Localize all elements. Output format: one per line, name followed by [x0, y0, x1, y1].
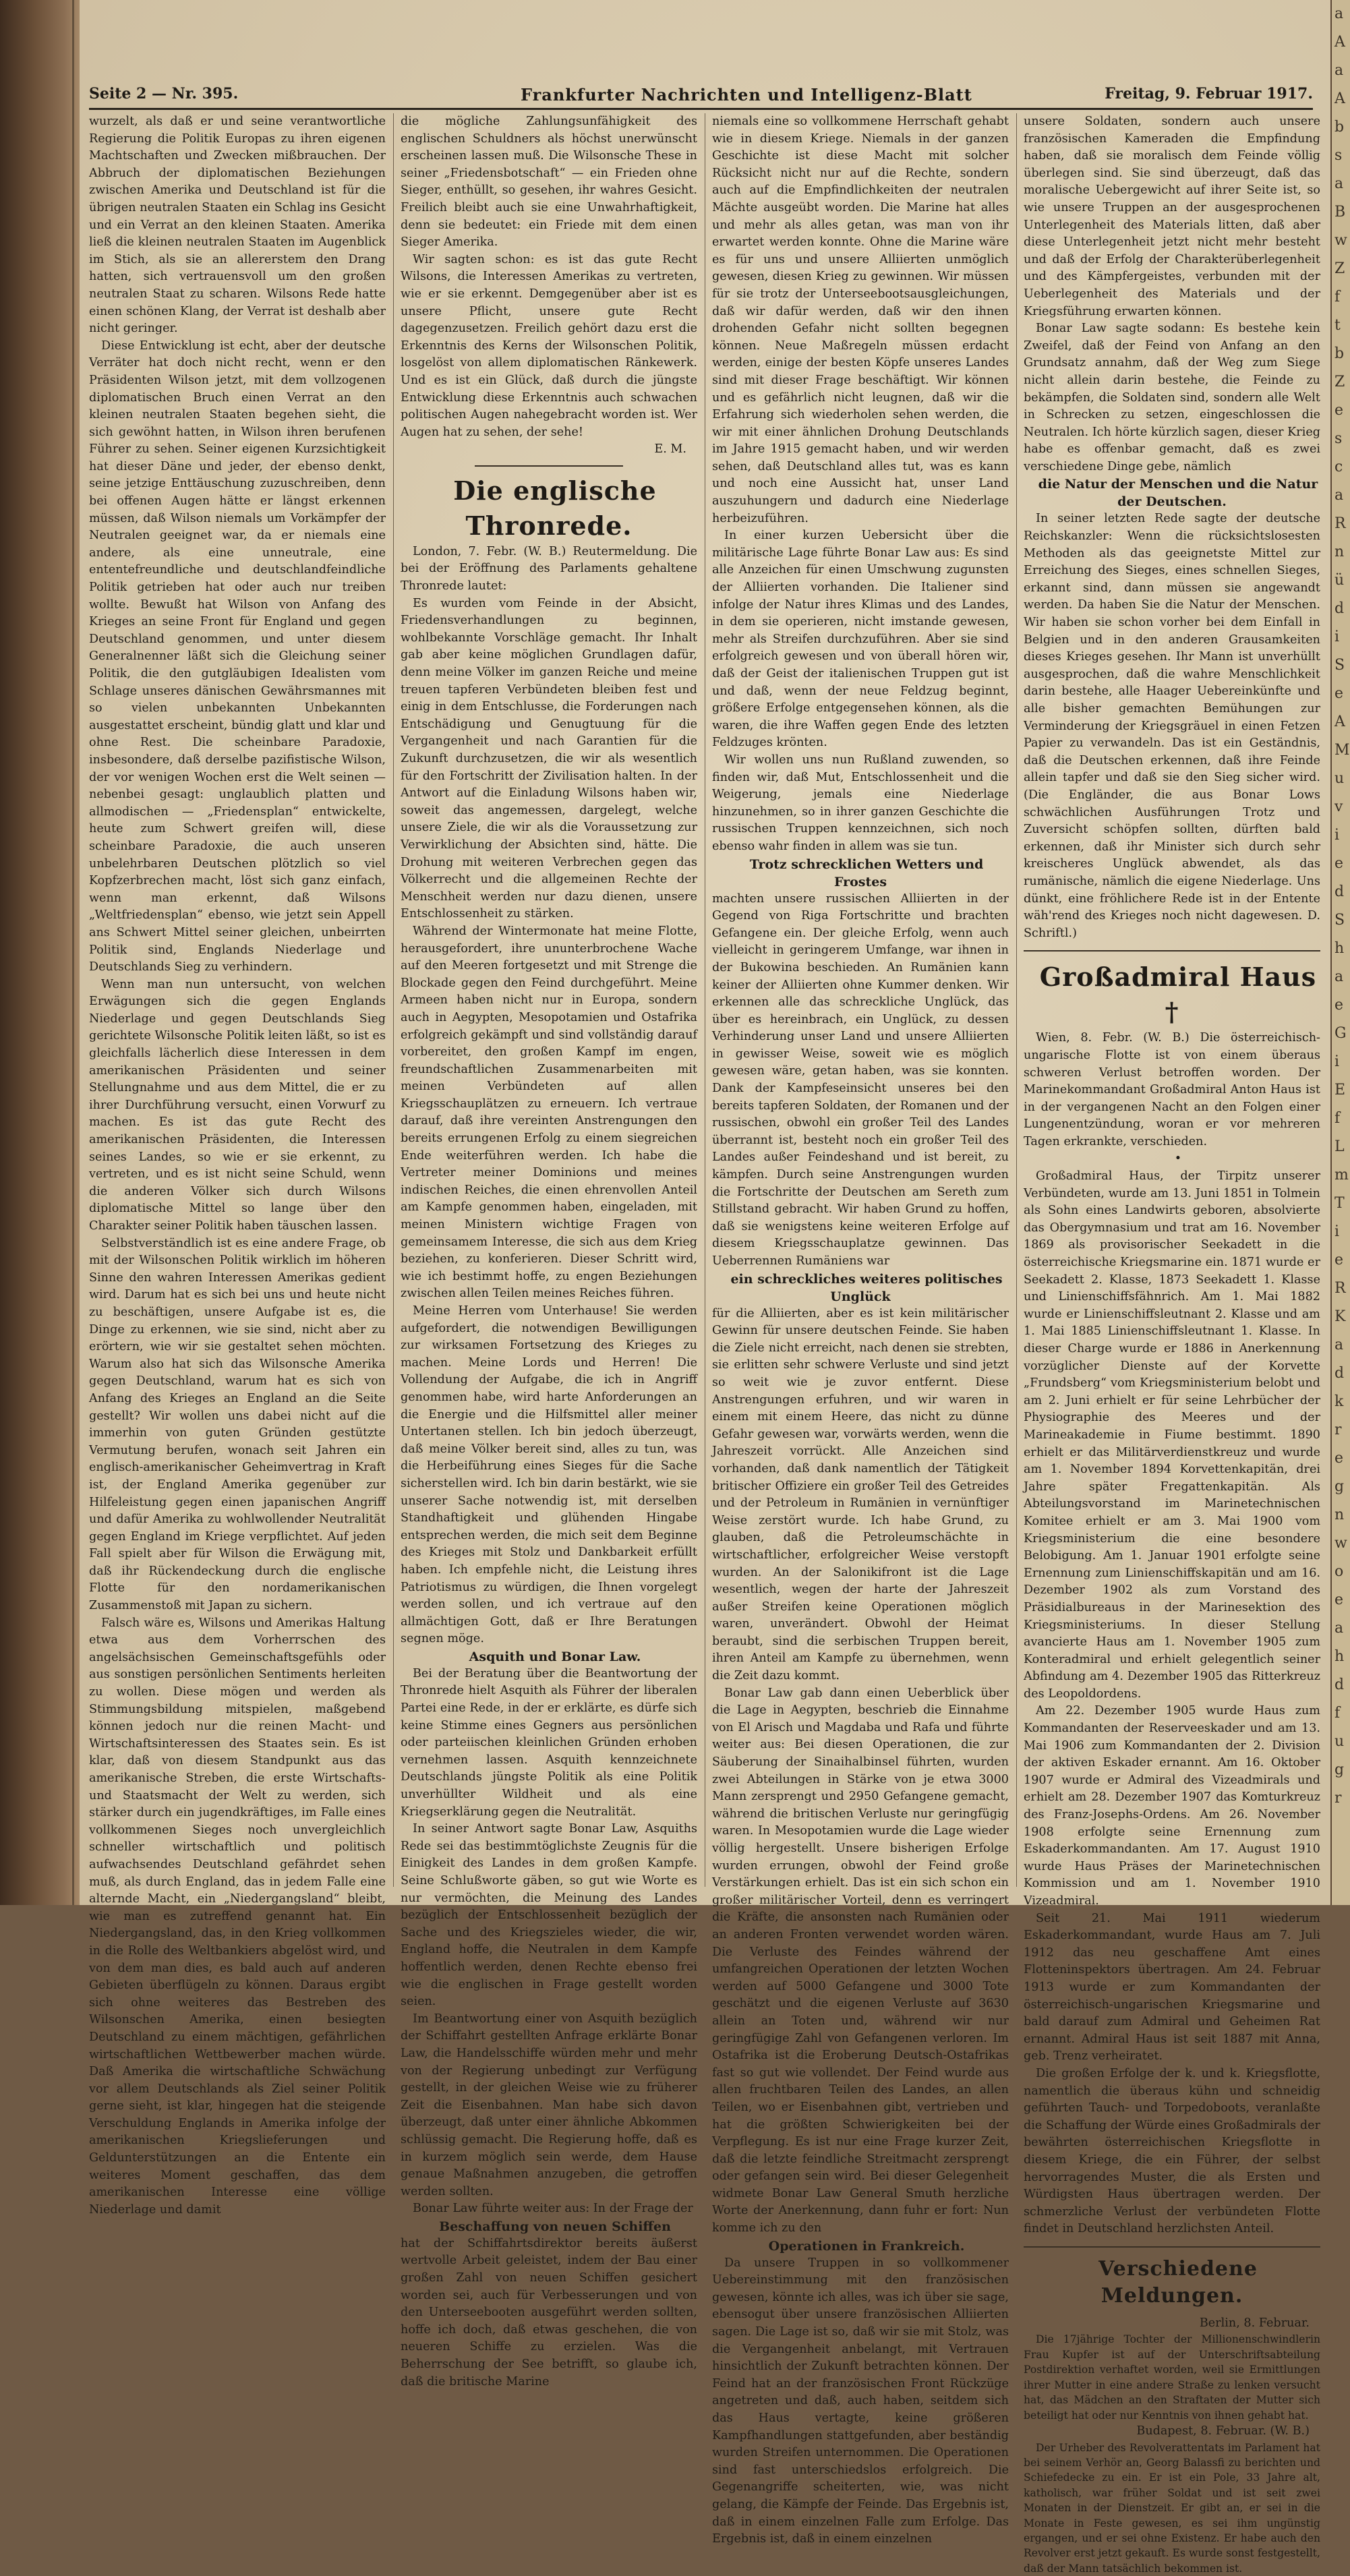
- adjacent-page-letter: d: [1332, 1671, 1350, 1699]
- article-paragraph: Bei der Beratung über die Beantwortung der Thronrede hielt Asquith als Führer der liberalen Partei eine Rede, in der er erklärte, es dürfe sich keine Stimme eines Gegners aus persönlichen oder parteiischen kleinlichen Gründen erhoben vernehmen lassen. Asquith kennzeichnete Deutschlands jüngste Politik als eine Politik unverhüllter Wildheit und als eine Kriegserklärung gegen die Neutralität.: [401, 1666, 697, 1821]
- adjacent-page-letter: E: [1332, 1076, 1350, 1105]
- adjacent-page-letter: Z: [1332, 368, 1350, 397]
- adjacent-page-letter: i: [1332, 821, 1350, 850]
- subheading-natur: die Natur der Menschen und die Natur der Deutschen.: [1024, 475, 1320, 510]
- adjacent-page-letter: s: [1332, 142, 1350, 170]
- dateline: London, 7. Febr. (W. B.) Reutermeldung. Die bei der Eröffnung des Parlaments gehaltene Thronrede lautet:: [401, 544, 697, 595]
- adjacent-page-letter: n: [1332, 1501, 1350, 1529]
- article-paragraph: Wir sagten schon: es ist das gute Recht Wilsons, die Interessen Amerikas zu vertreten, wie er sie erkennt. Demgegenüber aber ist es unsere Pflicht, unsere gute Recht dagegenzusetzen. Freilich gehört dazu erst die Erkenntnis des Kerns der Wilsonschen Politik, losgelöst von allem diplomatischen Ränkewerk. Und es ist ein Glück, daß durch die jüngste Entwicklung diese Erkenntnis auch schwachen politischen Augen nahegebracht worden ist. Wer Augen hat zu sehen, der sehe!: [401, 252, 697, 442]
- adjacent-page-letter: A: [1332, 28, 1350, 57]
- adjacent-page-letter: g: [1332, 1473, 1350, 1501]
- adjacent-page-letter: v: [1332, 793, 1350, 821]
- adjacent-page-letter: a: [1332, 1331, 1350, 1359]
- adjacent-page-letter: e: [1332, 850, 1350, 878]
- adjacent-page-letter: e: [1332, 680, 1350, 708]
- notice-place: Berlin, 8. Februar.: [1024, 2315, 1320, 2333]
- column-2: [401, 113, 697, 1887]
- article-paragraph: Es wurden vom Feinde in der Absicht, Friedensverhandlungen zu beginnen, wohlbekannte Vorschläge gemacht. Ihr Inhalt gab aber keine möglichen Grundlagen dafür, denn meine Völker im ganzen Reiche und meine treuen tapferen Verbündeten bleiben fest und einig in dem Entschlusse, die Forderungen nach Entschädigung und Genugtuung für die Vergangenheit und nach Garantien für die Zukunft durchzusetzen, die wir als wesentlich für den Fortschritt der Zivilisation halten. In der Antwort auf die Einladung Wilsons haben wir, soweit das angemessen, dargelegt, welche unsere Ziele, die wir als die Voraussetzung zur Verwirklichung der Absichten sind, hätte. Die Drohung mit weiteren Verbrechen gegen das Völkerrecht und die allgemeinen Rechte der Menschheit werden nur dazu dienen, unsere Entschlossenheit zu stärken.: [401, 595, 697, 923]
- article-paragraph: Bonar Law sagte sodann: Es bestehe kein Zweifel, daß der Feind von Anfang an den Grundsatz annahm, daß der Weg zum Siege nicht allein darin bestehe, die Feinde zu bekämpfen, die Soldaten sind, sondern alle Welt in Schrecken zu setzen, eingeschlossen die Neutralen. Ich hörte kürzlich sagen, dieser Krieg habe es offenbar gemacht, daß es zwei verschiedene Dinge gebe, nämlich: [1024, 320, 1320, 475]
- adjacent-page-letter: e: [1332, 1444, 1350, 1473]
- adjacent-page-letter: b: [1332, 113, 1350, 142]
- article-paragraph: die mögliche Zahlungsunfähigkeit des englischen Schuldners als höchst unerwünscht erscheinen lassen muß. Die Wilsonsche These in seiner „Friedensbotschaft“ — ein Frieden ohne Sieger, enthüllt, so gesehen, ihr wahres Gesicht. Freilich bleibt auch sie eine Unwahrhaftigkeit, denn sie bedeutet: ein Friede mit dem einen Sieger Amerika.: [401, 113, 697, 252]
- adjacent-page-letter: h: [1332, 1643, 1350, 1671]
- adjacent-page-letter: A: [1332, 708, 1350, 736]
- article-paragraph: Wir wollen uns nun Rußland zuwenden, so finden wir, daß Mut, Entschlossenheit und die Weigerung, jemals eine Niederlage hinzunehmen, so in ihrer ganzen Geschichte die russischen Truppen kennzeichnen, sich noch ebenso wahr finden in allem was sie tun.: [712, 752, 1009, 856]
- book-binding: [0, 0, 80, 1905]
- page-header: [89, 80, 1313, 107]
- adjacent-page-letter: ü: [1332, 566, 1350, 595]
- adjacent-page-letter: i: [1332, 1048, 1350, 1076]
- column-divider: [1016, 113, 1017, 1887]
- column-3: [712, 113, 1009, 1887]
- adjacent-page-letter: r: [1332, 1784, 1350, 1813]
- adjacent-page-letter: S: [1332, 906, 1350, 935]
- adjacent-page-letters: [1332, 0, 1350, 1813]
- article-paragraph: Großadmiral Haus, der Tirpitz unserer Verbündeten, wurde am 13. Juni 1851 in Tolmein als Sohn eines Landwirts geboren, absolvierte das Obergymnasium und trat am 16. November 1869 als provisorischer Seekadett in die österreichische Kriegsmarine ein. 1871 wurde er Seekadett 2. Klasse, 1873 Seekadett 1. Klasse und Linienschiffsfähnrich. Am 1. Mai 1882 wurde er Linienschiffsleutnant 2. Klasse und am 1. Mai 1885 Linienschiffsleutnant 1. Klasse. In dieser Charge wurde er 1886 in Anerkennung vorzüglicher Dienste auf der Korvette „Frundsberg“ vom Kriegsministerium belobt und am 2. Juni erhielt er für seine Lehrbücher der Physiographie des Meeres und der Marineakademie in Fiume bestimmt. 1890 erhielt er das Militärverdienstkreuz und wurde am 1. November 1894 Korvettenkapitän, drei Jahre später Fregattenkapitän. Als Abteilungsvorstand im Marinetechnischen Komitee erhielt er am 3. Mai 1900 vom Kriegsministerium die eine besondere Belobigung. Am 1. Januar 1901 erfolgte seine Ernennung zum Linienschiffskapitän und am 16. Dezember 1902 als zum Vorstand des Präsidialbureaus in der Marinesektion des Kriegsministeriums. In dieser Stellung avancierte Haus am 1. November 1905 zum Konteradmiral und erhielt gelegentlich seiner Abfindung am 4. Dezember 1905 das Ritterkreuz des Leopoldordens.: [1024, 1168, 1320, 1703]
- section-rule: [1024, 950, 1320, 952]
- headline-thronrede: Die englische Thronrede.: [401, 473, 697, 544]
- adjacent-page-letter: a: [1332, 57, 1350, 85]
- header-rule: [89, 108, 1313, 110]
- issue-date: Freitag, 9. Februar 1917.: [1105, 85, 1313, 103]
- adjacent-page-letter: a: [1332, 963, 1350, 991]
- adjacent-page-letter: w: [1332, 1529, 1350, 1558]
- article-paragraph: unsere Soldaten, sondern auch unsere französischen Kameraden die Empfindung haben, daß sie moralisch dem Feinde völlig überlegen sind. Sie sind überzeugt, daß das moralische Uebergewicht auf ihrer Seite ist, so wie unsere Truppen an der ausgesprochenen Unterlegenheit des Materials litten, daß aber diese Unterlegenheit jetzt nicht mehr besteht und daß der Erfolg der Charakterüberlegenheit und des Kämpfergeistes, verbunden mit der Ueberlegenheit des Materials und der Kriegsführung erwarten können.: [1024, 113, 1320, 320]
- article-paragraph: Meine Herren vom Unterhause! Sie werden aufgefordert, die notwendigen Bewilligungen zur wirksamen Fortsetzung des Krieges zu machen. Meine Lords und Herren! Die Vollendung der Aufgabe, die ich in Angriff genommen habe, wird harte Anforderungen an die Energie und die Hilfsmittel aller meiner Untertanen stellen. Ich bin jedoch überzeugt, daß meine Völker bereit sind, alles zu tun, was die Herbeiführung eines Sieges für die Sache sicherstellen wird. Ich bin darin bestärkt, wie sie unserer Sache notwendig ist, mit derselben Standhaftigkeit und glühenden Hingabe entsprechen werden, die mich seit dem Beginne des Krieges mit Stolz und Dankbarkeit erfüllt haben. Ich empfehle nicht, die Leistung ihres Patriotismus zu würdigen, die Ihnen vorgelegt werden sollen, und ich vertraue auf den allmächtigen Gott, daß er Ihre Beratungen segnen möge.: [401, 1303, 697, 1648]
- subheading-frost: Trotz schrecklichen Wetters und Frostes: [712, 856, 1009, 891]
- adjacent-page-letter: a: [1332, 0, 1350, 28]
- adjacent-page-letter: d: [1332, 595, 1350, 623]
- notice-paragraph: Die 17jährige Tochter der Millionenschwindlerin Frau Kupfer ist auf der Unterschriftsabteilung Postdirektion verhaftet worden, weil sie Ermittlungen ihrer Mutter in eine andere Straße zu lenken versucht hat, das Mädchen an den Straftaten der Mutter sich beteiligt hat oder nur Kenntnis von ihnen gehabt hat.: [1024, 2332, 1320, 2422]
- section-rule: [1024, 2246, 1320, 2248]
- adjacent-page-letter: G: [1332, 1020, 1350, 1048]
- newspaper-title: Frankfurter Nachrichten und Intelligenz-Blatt: [521, 85, 972, 105]
- article-paragraph: für die Alliierten, aber es ist kein militärischer Gewinn für unsere deutschen Feinde. Sie haben die Ziele nicht erreicht, nach denen sie strebten, sie erlitten sehr schwere Verluste und sind jetzt so weit wie je zuvor entfernt. Diese Anstrengungen erfuhren, und wir waren in einem mit einem Heere, das nicht zu dünne Gefahr gewesen war, vorwärts werden, wenn die Jahreszeit vorrückt. Alle Anzeichen sind vorhanden, daß dank namentlich der Tätigkeit britischer Offiziere ein großer Teil des Getreides und der Petroleum in Rumänien in vernünftiger Weise zerstört wurde. Ich habe Grund, zu glauben, daß die Petroleumschächte in wirtschaftlicher, erfolgreicher Weise verstopft wurden. An der Salonikifront ist die Lage wesentlich, wegen der harte der Jahreszeit außer Streifen keine Operationen möglich waren, unverändert. Obwohl der Heimat beraubt, sind die serbischen Truppen bereit, ihren Anteil am Kampfe zu übernehmen, wenn die Zeit dazu kommt.: [712, 1306, 1009, 1685]
- article-paragraph: Bonar Law gab dann einen Ueberblick über die Lage in Aegypten, beschrieb die Einnahme von El Arisch und Magdaba und Rafa und führte weiter aus: Bei diesen Operationen, die zur Säuberung der Sinaihalbinsel führten, wurden zwei Abteilungen in Stärke von je etwa 3000 Mann zersprengt und 2950 Gefangene gemacht, während die britischen Verluste nur geringfügig waren. In Mesopotamien wurde die Lage wieder völlig hergestellt. Unsere bisherigen Erfolge wurden errungen, obwohl der Feind große Verstärkungen erhielt. Das ist ein sich schon ein großer militärischer Vorteil, denn es verringert die Kräfte, die ansonsten nach Rumänien oder an anderen Fronten verwendet worden wären. Die Verluste des Feindes während der umfangreichen Operationen der letzten Wochen werden auf 5000 Gefangene und 3000 Tote geschätzt und die eigenen Verluste auf 3630 allein an Toten und, während wir nur geringfügige Zahl von Gefangenen verloren. Im Ostafrika ist die Eroberung Deutsch-Ostafrikas fast so gut wie vollendet. Der Feind wurde aus allen fruchtbaren Teilen des Landes, an allen Teilen, wo er Eisenbahnen gibt, vertrieben und hat die größten Schwierigkeiten bei der Verpflegung. Es ist nur eine Frage kurzer Zeit, daß die letzte feindliche Streitmacht zersprengt oder gefangen sein wird. Bei dieser Gelegenheit widmete Bonar Law General Smuth herzliche Worte der Anerkennung, dann fuhr er fort: Nun komme ich zu den: [712, 1685, 1009, 2237]
- adjacent-page-letter: r: [1332, 1416, 1350, 1444]
- adjacent-page-letter: k: [1332, 1388, 1350, 1416]
- column-divider: [393, 113, 394, 1887]
- adjacent-page-letter: d: [1332, 878, 1350, 906]
- adjacent-page-letter: s: [1332, 425, 1350, 453]
- author-initials: E. M.: [401, 441, 697, 459]
- article-paragraph: Die großen Erfolge der k. und k. Kriegsflotte, namentlich die überaus kühn und schneidig geführten Tauch- und Torpedoboots, veranlaßte die Schaffung der Würde eines Großadmirals der bewährten österreichischen Kriegsflotte in diesem Kriege, die ein Führer, der selbst hervorragendes Muster, die als Ersten und Würdigsten Haus übertragen werden. Der schmerzliche Verlust der verbündeten Flotte findet in Deutschland herzlichsten Anteil.: [1024, 2066, 1320, 2238]
- article-paragraph: In seiner letzten Rede sagte der deutsche Reichskanzler: Wenn die rücksichtslosesten Methoden als das geeignetste Mittel zur Erreichung des Sieges, eines schnellen Sieges, erkannt sind, dann müssen sie angewandt werden. Da haben Sie die Natur der Menschen. Wir haben sie schon vorher bei dem Einfall in Belgien und in den anderen Grausamkeiten dieses Krieges gesehen. Ihr Mann ist unverhüllt ausgesprochen, daß die wahre Menschlichkeit darin bestehe, alle Haager Uebereinkünfte und alle bisher gemachten Bemühungen zur Verminderung der Kriegsgräuel in einen Fetzen Papier zu verwandeln. Das ist ein Geständnis, daß die Deutschen erkennen, daß ihre Feinde allein tapfer und daß sie den Sieg sicher wird. (Die Engländer, die aus Bonar Lows schwächlichen Ausführungen Trotz und Zuversicht schöpfen sollten, dürften bald erkennen, daß ihr Minister sich durch sehr kreischeres Unglück abwendet, als das rumänische, nämlich die eigene Niederlage. Uns dünkt, eine fröhlichere Rede ist in der Entente wäh'rend des Krieges noch nicht dagewesen. D. Schriftl.): [1024, 510, 1320, 942]
- adjacent-page-letter: n: [1332, 538, 1350, 566]
- adjacent-page-edge: [1330, 0, 1350, 1905]
- subheading-asquith: Asquith und Bonar Law.: [401, 1648, 697, 1666]
- adjacent-page-letter: w: [1332, 227, 1350, 255]
- adjacent-page-letter: M: [1332, 736, 1350, 765]
- adjacent-page-letter: h: [1332, 935, 1350, 963]
- subheading-unglueck: ein schreckliches weiteres politisches Unglück: [712, 1270, 1009, 1306]
- adjacent-page-letter: a: [1332, 170, 1350, 198]
- adjacent-page-letter: u: [1332, 1728, 1350, 1756]
- adjacent-page-letter: R: [1332, 1275, 1350, 1303]
- adjacent-page-letter: e: [1332, 1586, 1350, 1614]
- adjacent-page-letter: d: [1332, 1359, 1350, 1388]
- adjacent-page-letter: i: [1332, 623, 1350, 651]
- article-paragraph: hat der Schiffahrtsdirektor bereits äußerst wertvolle Arbeit geleistet, indem der Bau einer großen Zahl von neuen Schiffen gesichert worden sei, auch für Verbesserungen und von den Unterseebooten ausgeführt werden sollten, hoffe ich doch, daß etwas geschehen, die von neueren Schiffe zu erzielen. Was die Beherrschung der See betrifft, so glaube ich, daß die britische Marine: [401, 2235, 697, 2391]
- article-paragraph: In seiner Antwort sagte Bonar Law, Asquiths Rede sei das bestimmtöglichste Zeugnis für die Einigkeit des Landes in dem großen Kampfe. Seine Schlußworte gäben, so gut wie Worte es nur vermöchten, die Meinung des Landes bezüglich der Entschlossenheit bezüglich der Sache und des Kriegszieles wieder, die wir, England hoffe, die Neutralen in dem Kampfe hoffentlich werden, denen Rechte ebenso frei wie die englischen in Frage gestellt worden seien.: [401, 1821, 697, 2011]
- adjacent-page-letter: o: [1332, 1558, 1350, 1586]
- separator-star: •: [1024, 1150, 1320, 1168]
- column-1: [89, 113, 386, 1887]
- article-paragraph: Seit 21. Mai 1911 wiederum Eskaderkommandant, wurde Haus am 7. Juli 1912 das neu geschaffene Amt eines Flotteninspektors übertragen. Am 24. Februar 1913 wurde er zum Kommandanten der österreichisch-ungarischen Kriegsmarine und bald darauf zum Admiral und Geheimen Rat ernannt. Admiral Haus ist seit 1887 mit Anna, geb. Trenz verheiratet.: [1024, 1910, 1320, 2066]
- adjacent-page-letter: a: [1332, 481, 1350, 510]
- adjacent-page-letter: i: [1332, 1218, 1350, 1246]
- adjacent-page-letter: c: [1332, 453, 1350, 481]
- adjacent-page-letter: R: [1332, 510, 1350, 538]
- article-paragraph: In einer kurzen Uebersicht über die militärische Lage führte Bonar Law aus: Es sind alle Anzeichen für einen Umschwung zugunsten der Alliierten vorhanden. Die Italiener sind infolge der Natur ihres Klimas und des Landes, in dem sie operieren, nicht imstande gewesen, mehr als Streifen durchzuführen. Aber sie sind erfolgreich gewesen und von überall hören wir, daß der Geist der italienischen Truppen gut ist und daß, wenn der neue Feldzug beginnt, größere Erfolge entgegensehen können, als die waren, die ihre Waffen gegen Ende des letzten Feldzuges krönten.: [712, 527, 1009, 752]
- article-paragraph: Wenn man nun untersucht, von welchen Erwägungen sich die gegen Englands Niederlage und gegen Deutschlands Sieg gerichtete Wilsonsche Politik leiten läßt, so ist es gleichfalls lächerlich diese Interessen in dem amerikanischen Präsidenten und seiner Stellungnahme und aus dem Mittel, die er zu ihrer Durchführung versucht, einen Vorwurf zu machen. Es ist das gute Recht des amerikanischen Präsidenten, die Interessen seines Landes, so wie er sie erkennt, zu vertreten, und es ist nicht seine Schuld, wenn die anderen Völker sich durch Wilsons diplomatische Mittel so lange über den Charakter seiner Politik haben täuschen lassen.: [89, 976, 386, 1235]
- article-paragraph: Bonar Law führte weiter aus: In der Frage der: [401, 2200, 697, 2218]
- adjacent-page-letter: a: [1332, 1614, 1350, 1643]
- article-paragraph: machten unsere russischen Alliierten in der Gegend von Riga Fortschritte und brachten Gefangene ein. Der gleiche Erfolg, wenn auch vielleicht in geringerem Umfange, war ihnen in der Bukowina beschieden. An Rumänien kann keiner der Alliierten ohne Kummer denken. Wir erkennen alle das schreckliche Unglück, das über es hereinbrach, ein Unglück, zu dessen Verhinderung unser Land und unsere Alliierten in gewisser Weise, soweit wie es möglich gewesen wäre, getan haben, was sie konnten. Dank der Kampfeseinsicht unseres bei den bereits tapferen Soldaten, der Romanen und der russischen, obwohl ein großer Teil des Landes überrannt ist, besteht noch ein großer Teil des Landes außer Feindeshand und ist bereit, zu kämpfen. Durch seine Anstrengungen wurden die Fortschritte der Deutschen am Sereth zum Stillstand gebracht. Wir haben Grund zu hoffen, daß sie wenigstens keine weiteren Erfolge auf diesem Kriegsschauplatze gewinnen. Das Ueberrennen Rumäniens war: [712, 891, 1009, 1270]
- article-paragraph: Falsch wäre es, Wilsons und Amerikas Haltung etwa aus dem Vorherrschen des angelsächsischen Gemeinschaftsgefühls oder aus sonstigen persönlichen Sentiments herleiten zu wollen. Diese mögen und werden als Stimmungsbildung mitspielen, maßgebend können jedoch nur die reinen Macht- und Wirtschaftsinteressen des Staates sein. Es ist klar, daß von diesem Standpunkt aus das amerikanische Streben, die erste Wirtschafts- und Staatsmacht der Welt zu werden, sich stärker durch ein jugendkräftiges, im Falle eines vollkommenen Sieges noch unvergleichlich schneller wirtschaftlich und politisch aufwachsendes Deutschland gefährdet sehen muß, als durch England, das in jedem Falle eine alternde Macht, ein „Niedergangsland“ bleibt, wie man es zutreffend genannt hat. Ein Niedergangsland, das, in den Krieg vollkommen in die Rolle des Weltbankiers abgelöst wird, und von dem man dies, es bald auch auf anderen Gebieten überflügeln zu können. Daraus ergibt sich ohne weiteres das Bestreben des Wilsonschen Amerika, einen besiegten Deutschland zu einem mächtigen, gefährlichen wirtschaftlichen Wettbewerber machen würde. Daß Amerika die wirtschaftliche Schwächung vor allem Deutschlands als Ziel seiner Politik gerne sieht, ist klar, hingegen hat die steigende Verschuldung Englands in Amerika infolge der amerikanischen Kriegslieferungen und Geldunterstützungen an die Entente ein weiteres Moment geschaffen, das dem amerikanischen Interesse eine völlige Niederlage und damit: [89, 1615, 386, 2219]
- adjacent-page-letter: S: [1332, 651, 1350, 680]
- adjacent-page-letter: u: [1332, 765, 1350, 793]
- article-paragraph: Im Beantwortung einer von Asquith bezüglich der Schiffahrt gestellten Anfrage erklärte Bonar Law, die Handelsschiffe würden mehr und mehr von der Regierung unbedingt zur Verfügung gestellt, in der gleichen Weise wie zu früherer Zeit die Eisenbahnen. Man habe sich davon überzeugt, daß unter einer ähnliche Abkommen schlüssig gemacht. Die Regierung hoffe, daß es in kurzem möglich sein werde, dem Hause genaue Maßnahmen anzugeben, die getroffen werden sollten.: [401, 2011, 697, 2201]
- adjacent-page-letter: m: [1332, 1161, 1350, 1190]
- adjacent-page-letter: Z: [1332, 255, 1350, 283]
- notice-place: Budapest, 8. Februar. (W. B.): [1024, 2423, 1320, 2440]
- subheading-schiffe: Beschaffung von neuen Schiffen: [401, 2218, 697, 2235]
- article-paragraph: niemals eine so vollkommene Herrschaft gehabt wie in diesem Kriege. Niemals in der ganzen Geschichte ist diese Macht mit solcher Rücksicht nicht nur auf die Rechte, sondern auch auf die Empfindlichkeiten der neutralen Mächte ausgeübt worden. Die Marine hat alles und mehr als alles getan, was man von ihr erwartet werden konnte. Ohne die Marine wäre es für uns und unsere Alliierten unmöglich gewesen, diesen Krieg zu gewinnen. Wir müssen für sie trotz der Unterseebootsausgleichungen, daß wir dafür werden, daß wir den ihnen drohenden Gefahr nicht sollten begegnen können. Neue Maßregeln müssen erdacht werden, einige der besten Köpfe unseres Landes sind mit dieser Frage beschäftigt. Wir können und es gefährlich nicht leugnen, daß wir die Erfahrung sich wiederholen sehen werden, die wir mit einer ähnlichen Drohung Deutschlands im Jahre 1915 gemacht haben, und wir werden sehen, daß Deutschland alles tut, was es kann und noch eine Aussicht hat, unser Land auszuhungern und dadurch eine Niederlage herbeizuführen.: [712, 113, 1009, 527]
- article-paragraph: Da unsere Truppen in so vollkommener Uebereinstimmung mit den französischen gewesen, könnte ich alles, was ich über sie sage, ebensogut über unsere französischen Alliierten sagen. Die Lage ist so, daß wir sie mit Stolz, was die Vergangenheit anbelangt, mit Vertrauen hinsichtlich der Zukunft betrachten können. Der Feind hat an der französischen Front Rückzüge angetreten und daß, auch haben, seitdem sich das Haus vertagte, keine größeren Kampfhandlungen stattgefunden, aber beständig wurden Streifen unternommen. Die Operationen sind fast unterschiedslos erfolgreich. Die Gegenangriffe scheiterten, wie, was nicht gelang, die Kämpfe der Feinde. Das Ergebnis ist, daß in einem einzelnen Falle zum Erfolge. Das Ergebnis ist, daß in einem einzelnen: [712, 2255, 1009, 2548]
- adjacent-page-letter: K: [1332, 1303, 1350, 1331]
- adjacent-page-letter: e: [1332, 991, 1350, 1020]
- article-paragraph: Selbstverständlich ist es eine andere Frage, ob mit der Wilsonschen Politik wirklich im höheren Sinne den wahren Interessen Amerikas gedient wird. Darum hat es sich bei uns und heute nicht zu beschäftigen, unsere Aufgabe ist es, die Dinge zu erkennen, wie sie sind, nicht aber zu erörtern, wie wir sie gestaltet sehen möchten. Warum also hat sich das Wilsonsche Amerika gegen Deutschland, warum hat es sich von Anfang des Krieges an England an die Seite gestellt? Wir wollen uns dabei nicht auf die immerhin von guten Gründen gestützte Vermutung berufen, wonach seit Jahren ein englisch-amerikanischer Geheimvertrag in Kraft ist, der England Amerika gegenüber zur Hilfeleistung gegen einen japanischen Angriff und dafür Amerika zu wohlwollender Neutralität gegen England im Kriege verpflichtet. Auf jeden Fall spielt aber für Wilson die Erwägung mit, daß ihr Rückendeckung durch die englische Flotte für den nordamerikanischen Zusammenstoß mit Japan zu sichern.: [89, 1235, 386, 1615]
- article-paragraph: Während der Wintermonate hat meine Flotte, herausgefordert, ihre ununterbrochene Wache auf den Meeren fortgesetzt und mit Strenge die Blockade gegen den Feind durchgeführt. Meine Armeen haben nicht nur in Europa, sondern auch in Aegypten, Mesopotamien und Ostafrika erfolgreich gekämpft und sind vollständig darauf vorbereitet, den großen Kampf im engen, freundschaftlichen Zusammenarbeiten mit meinen Verbündeten auf allen Kriegsschauplätzen zu erneuern. Ich vertraue darauf, daß ihre vereinten Anstrengungen den bereits errungenen Erfolg zu einem siegreichen Ende weiterführen werden. Ich habe die Vertreter meiner Dominions und meines indischen Reiches, die einen ehrenvollen Anteil am Kampfe genommen haben, eingeladen, mit meinen Ministern wichtige Fragen von gemeinsamem Interesse, die sich aus dem Krieg beziehen, zu konferieren. Dieser Schritt wird, wie ich bestimmt hoffe, zu engen Beziehungen zwischen allen Teilen meines Reiches führen.: [401, 923, 697, 1303]
- adjacent-page-letter: f: [1332, 1105, 1350, 1133]
- dateline: Wien, 8. Febr. (W. B.) Die österreichisch-ungarische Flotte ist von einem überaus schweren Verlust betroffen worden. Der Marinekommandant Großadmiral Anton Haus ist in der vergangenen Nacht an den Folgen einer Lungenentzündung, woran er vor mehreren Tagen erkrankte, verschieden.: [1024, 1030, 1320, 1150]
- adjacent-page-letter: T: [1332, 1190, 1350, 1218]
- adjacent-page-letter: A: [1332, 85, 1350, 113]
- adjacent-page-letter: B: [1332, 198, 1350, 227]
- adjacent-page-letter: e: [1332, 397, 1350, 425]
- section-rule: [475, 465, 623, 467]
- subheading-frankreich: Operationen in Frankreich.: [712, 2237, 1009, 2255]
- headline-meldungen: Verschiedene Meldungen.: [1024, 2256, 1320, 2310]
- adjacent-page-letter: f: [1332, 283, 1350, 312]
- column-4: [1024, 113, 1320, 1887]
- adjacent-page-letter: g: [1332, 1756, 1350, 1784]
- adjacent-page-letter: b: [1332, 340, 1350, 368]
- adjacent-page-letter: e: [1332, 1246, 1350, 1275]
- article-paragraph: wurzelt, als daß er und seine verantwortliche Regierung die Politik Europas zu ihren eigenen Machtschaften und Zwecken mißbrauchen. Der Abbruch der diplomatischen Beziehungen zwischen Amerika und Deutschland ist für die übrigen neutralen Staaten ein Schlag ins Gesicht und ein Verrat an den kleinen Staaten. Amerika ließ die kleinen neutralen Staaten im Augenblick im Stich, als sie an allererstem den Drang hatten, sich vertrauensvoll um den großen neutralen Staat zu scharen. Wilsons Rede hatte einen schönen Klang, der Verrat ist deshalb aber nicht geringer.: [89, 113, 386, 338]
- notice-paragraph: Der Urheber des Revolverattentats im Parlament hat bei seinem Verhör an, Georg Balassfi zu berichten und Schiefedecke zu ein. Er ist ein Pole, 33 Jahre alt, katholisch, war früher Soldat und ist seit zwei Monaten in der Dienstzeit. Er gibt an, er sei in die Monate in Feste gewesen, es sei ihm ungünstig ergangen, und er sei ohne Existenz. Er habe auch den Revolver erst jetzt gekauft. Es wurde sonst festgestellt, daß der Mann tatsächlich bekommen ist.: [1024, 2440, 1320, 2576]
- article-paragraph: Diese Entwicklung ist echt, aber der deutsche Verräter hat doch nicht recht, wenn er den Präsidenten Wilson jetzt, mit dem vollzogenen diplomatischen Bruch einen Verrat an den kleinen neutralen Staaten begehen sieht, die sich gewöhnt hatten, in Wilson ihren berufenen Führer zu sehen. Seiner eigenen Kurzsichtigkeit hat dieser Däne und jeder, der ebenso denkt, seine jetzige Enttäuschung zuzuschreiben, denn bei offenen Augen hätte er längst erkennen müssen, daß Wilson niemals um Vorkämpfer der Neutralen geeignet war, da er niemals eine andere, als eine unneutrale, eine ententefreundliche und deutschlandfeindliche Politik getrieben hat oder auch nur treiben wollte. Bewußt hat Wilson von Anfang des Krieges an seine Front für England und gegen Deutschland genommen, und unter diesem Generalnenner läßt sich die Gleichung seiner Politik, die den gutgläubigen Idealisten vom Schlage unseres dänischen Gewährsmannes mit so vielen unbekannten Unbekannten ausgestattet erscheint, bündig glatt und klar und ohne Rest. Die scheinbare Paradoxie, insbesondere, daß derselbe pazifistische Wilson, der vor wenigen Wochen erst die Welt seinen — nebenbei gesagt: unglaublich platten und allmodischen — „Friedensplan“ entwickelte, heute zum Schwert greifen will, diese scheinbare Paradoxie, die auch unseren unbelehrbaren Deutschen plötzlich so viel Kopfzerbrechen macht, löst sich ganz einfach, wenn man erkennt, daß Wilsons „Weltfriedensplan“ ebenso, wie jetzt sein Appell ans Schwert Mittel seiner gleichen, unbeirrten Politik sind, Englands Niederlage und Deutschlands Sieg zu verhindern.: [89, 338, 386, 976]
- page-number: Seite 2 — Nr. 395.: [89, 85, 238, 103]
- headline-grossadmiral: Großadmiral Haus †: [1024, 960, 1320, 1030]
- adjacent-page-letter: L: [1332, 1133, 1350, 1161]
- article-paragraph: Am 22. Dezember 1905 wurde Haus zum Kommandanten der Reserveeskader und am 13. Mai 1906 zum Kommandanten der 2. Division der aktiven Eskader ernannt. Am 16. Oktober 1907 wurde er Admiral des Vizeadmirals und erhielt am 28. Dezember 1907 das Komturkreuz des Franz-Josephs-Ordens. Am 26. November 1908 erfolgte seine Ernennung zum Eskaderkommandanten. Am 17. August 1910 wurde Haus Präses der Marinetechnischen Kommission und am 1. November 1910 Vizeadmiral.: [1024, 1703, 1320, 1910]
- adjacent-page-letter: f: [1332, 1699, 1350, 1728]
- adjacent-page-letter: t: [1332, 312, 1350, 340]
